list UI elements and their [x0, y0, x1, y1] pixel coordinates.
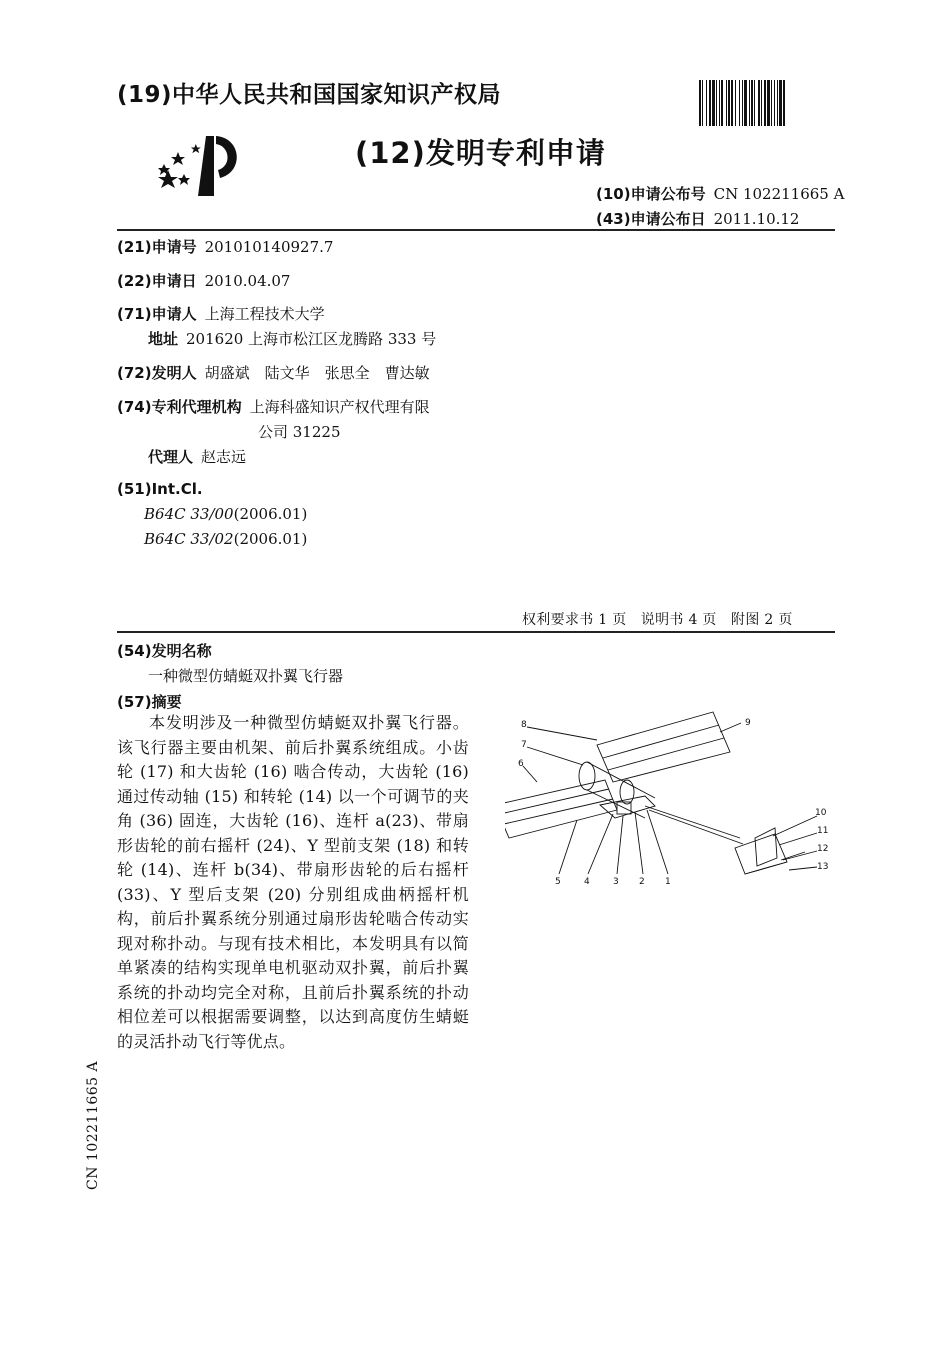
vertical-publication-number: CN 102211665 A: [85, 1060, 101, 1190]
application-number-label: (21)申请号: [117, 238, 197, 256]
figure-label: 3: [613, 877, 619, 887]
intcl-label: (51)Int.Cl.: [117, 480, 203, 498]
address-value: 201620 上海市松江区龙腾路 333 号: [186, 330, 437, 348]
section-divider: [117, 631, 835, 633]
application-number-value: 201010140927.7: [204, 238, 334, 256]
publication-number: [596, 183, 844, 204]
agent: [148, 446, 246, 467]
classification-year: (2006.01): [233, 505, 308, 523]
classification-code: B64C 33/00: [144, 505, 234, 523]
title-section-label: [117, 640, 212, 661]
figure-label: 1: [665, 877, 671, 887]
publication-date-label: (43)申请公布日: [596, 210, 706, 228]
figure-label: 11: [817, 826, 829, 836]
abstract-section-label: [117, 691, 182, 712]
invention-title: [148, 665, 343, 686]
inventors-label: (72)发明人: [117, 364, 197, 382]
figure-label: 4: [584, 877, 590, 887]
document-type: (12)发明专利申请: [355, 136, 606, 170]
applicant-label: (71)申请人: [117, 305, 197, 323]
page-counts: 权利要求书 1 页 说明书 4 页 附图 2 页: [522, 612, 793, 628]
patent-agency: [117, 396, 430, 417]
agent-label: 代理人: [148, 448, 194, 466]
patent-agency-value-line1: 上海科盛知识产权代理有限: [249, 398, 430, 416]
applicant: [117, 303, 325, 324]
classification-entry: [144, 530, 307, 548]
header-divider: [117, 229, 835, 231]
figure-label: 9: [745, 718, 751, 728]
inventors: [117, 362, 430, 383]
abstract-figure: [505, 710, 835, 895]
figure-label: 5: [555, 877, 561, 887]
inventors-value: 胡盛斌 陆文华 张思全 曹达敏: [204, 364, 430, 382]
patent-agency-label: (74)专利代理机构: [117, 398, 242, 416]
publication-number-value: CN 102211665 A: [713, 185, 845, 203]
publication-date-value: 2011.10.12: [713, 210, 800, 228]
figure-label: 13: [817, 862, 829, 872]
abstract-text: 本发明涉及一种微型仿蜻蜓双扑翼飞行器。该飞行器主要由机架、前后扑翼系统组成。小齿轮 (17) 和大齿轮 (16) 啮合传动，大齿轮 (16) 通过传动轴 (15) 和转轮 (14) 以一个可调节的夹角 (36) 固连，大齿轮 (16)、连杆 a(23)、带扇形齿轮的前右摇杆 (24)、Y 型前支架 (18) 和转轮 (14)、连杆 b(34)、带扇形齿轮的后右摇杆 (33)、Y 型后支架 (20) 分别组成曲柄摇杆机构，前后扑翼系统分别通过扇形齿轮啮合传动实现对称扑动。与现有技术相比，本发明具有以简单紧凑的结构实现单电机驱动双扑翼，前后扑翼系统的扑动均完全对称，且前后扑翼系统的扑动相位差可以根据需要调整，以达到高度仿生蜻蜓的灵活扑动飞行等优点。: [117, 713, 469, 1051]
patent-agency-continued: [258, 421, 341, 442]
application-date-value: 2010.04.07: [204, 272, 291, 290]
title-label: (54)发明名称: [117, 642, 212, 660]
address-label: 地址: [148, 330, 179, 348]
classification-entry: [144, 505, 307, 523]
figure-label: 7: [521, 740, 527, 750]
agent-value: 赵志远: [201, 448, 247, 466]
patent-agency-value-line2: 公司 31225: [258, 423, 341, 441]
barcode: [699, 80, 837, 126]
cnipa-logo: [158, 130, 248, 200]
figure-label: 8: [521, 720, 527, 730]
address: [148, 328, 436, 349]
application-date: [117, 270, 290, 291]
figure-label: 6: [518, 759, 524, 769]
application-number: [117, 236, 333, 257]
figure-label: 2: [639, 877, 645, 887]
abstract-label: (57)摘要: [117, 693, 182, 711]
application-date-label: (22)申请日: [117, 272, 197, 290]
publication-date: [596, 208, 799, 229]
classification-year: (2006.01): [233, 530, 308, 548]
office-name: (19)中华人民共和国国家知识产权局: [117, 82, 502, 108]
publication-number-label: (10)申请公布号: [596, 185, 706, 203]
international-classification: [117, 480, 203, 498]
invention-title-text: 一种微型仿蜻蜓双扑翼飞行器: [148, 667, 344, 685]
applicant-value: 上海工程技术大学: [204, 305, 325, 323]
classification-code: B64C 33/02: [144, 530, 234, 548]
figure-label: 10: [815, 808, 827, 818]
figure-label: 12: [817, 844, 829, 854]
